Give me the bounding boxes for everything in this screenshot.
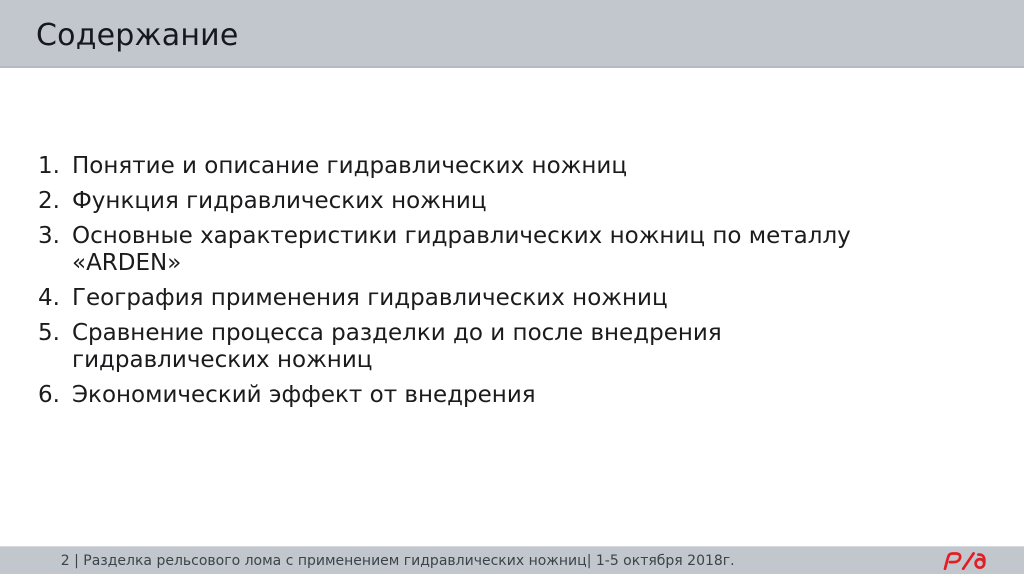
- slide-title: Содержание: [36, 18, 239, 53]
- toc-item-text: Сравнение процесса разделки до и после внедрения гидравлических ножниц: [72, 320, 722, 373]
- toc-item-text: Основные характеристики гидравлических ножниц по металлу «ARDEN»: [72, 223, 851, 276]
- toc-list: [38, 153, 912, 417]
- toc-item: [38, 382, 912, 409]
- toc-item: [38, 320, 912, 374]
- toc-item: [38, 188, 912, 215]
- toc-item: [38, 153, 912, 180]
- footer-info: [34, 537, 735, 574]
- footer-separator: |: [586, 552, 596, 569]
- header-bar: [0, 0, 1024, 68]
- toc-item-text: Экономический эффект от внедрения: [72, 382, 536, 408]
- footer-date: 1-5 октября 2018г.: [595, 552, 735, 569]
- footer-page-number: 2: [60, 552, 70, 569]
- toc-item-number: 5.: [38, 320, 60, 346]
- toc-item-text: Функция гидравлических ножниц: [72, 188, 487, 214]
- footer-bar: [0, 546, 1024, 574]
- toc-item-number: 1.: [38, 153, 60, 179]
- toc-item: [38, 285, 912, 312]
- toc-item-number: 6.: [38, 382, 60, 408]
- toc-item-text: Понятие и описание гидравлических ножниц: [72, 153, 627, 179]
- toc-item: [38, 223, 912, 277]
- toc-item-number: 2.: [38, 188, 60, 214]
- toc-item-text: География применения гидравлических ножниц: [72, 285, 668, 311]
- toc-item-number: 3.: [38, 223, 60, 249]
- footer-separator: |: [69, 552, 84, 569]
- rzd-logo-icon: [942, 552, 988, 570]
- footer-doc-title: Разделка рельсового лома с применением гидравлических ножниц: [83, 552, 587, 569]
- toc-item-number: 4.: [38, 285, 60, 311]
